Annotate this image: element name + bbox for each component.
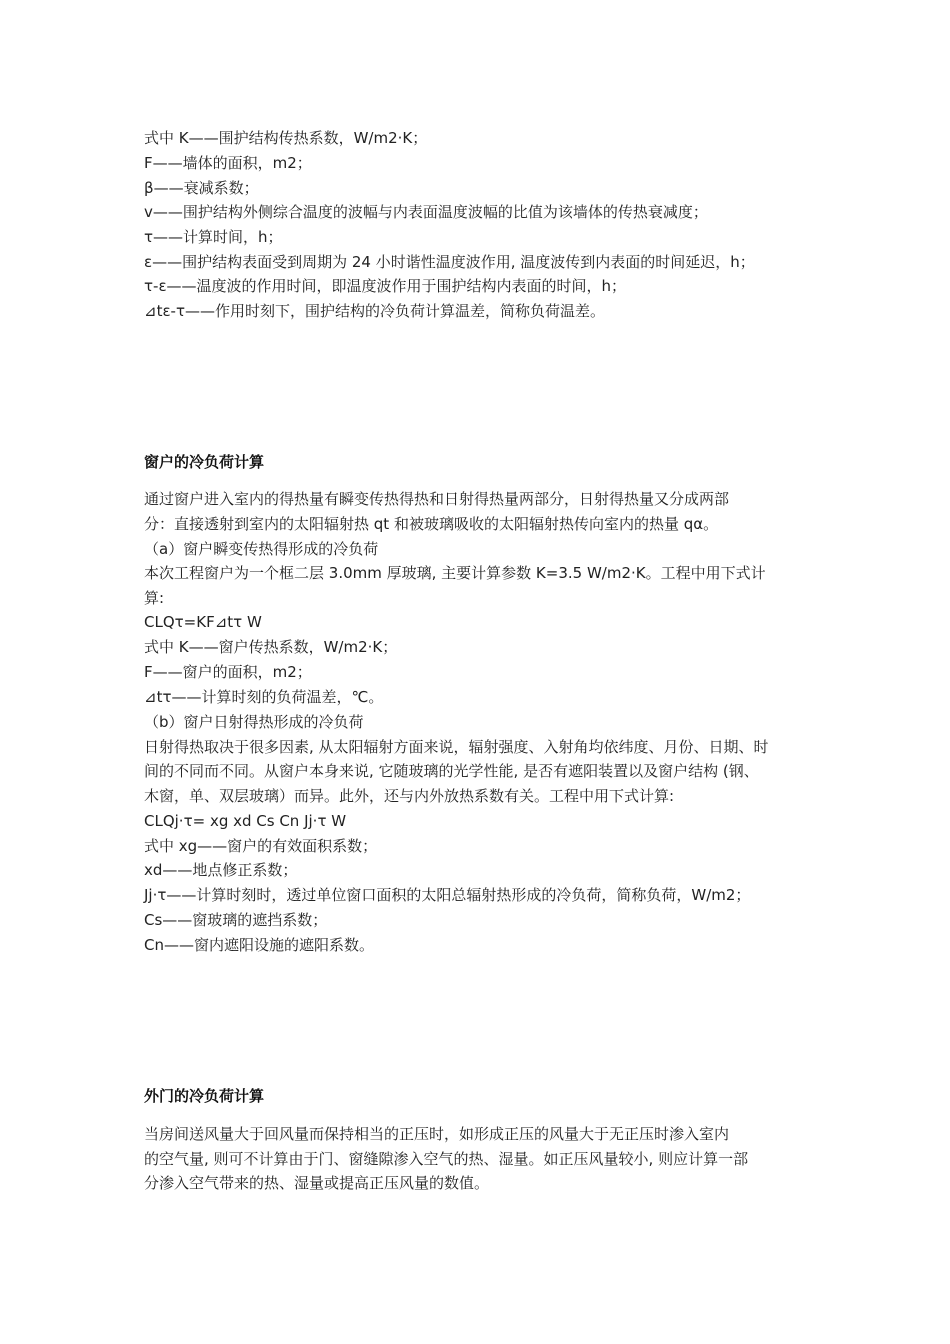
- text-line: 木窗，单、双层玻璃）而异。此外，还与内外放热系数有关。工程中用下式计算:: [144, 787, 675, 805]
- text-line: 分渗入空气带来的热、湿量或提高正压风量的数值。: [144, 1174, 490, 1192]
- text-line: （a）窗户瞬变传热得形成的冷负荷: [144, 540, 379, 558]
- text-line: 算:: [144, 589, 165, 607]
- text-line: τ——计算时间，h；: [144, 228, 283, 246]
- text-line: 式中 xg——窗户的有效面积系数；: [144, 837, 378, 855]
- section-heading-door: 外门的冷负荷计算: [144, 1087, 265, 1105]
- formula-line: CLQτ=KF⊿tτ W: [144, 613, 262, 631]
- text-line: ⊿tε-τ——作用时刻下，围护结构的冷负荷计算温差，简称负荷温差。: [144, 302, 606, 320]
- text-line: F——窗户的面积，m2；: [144, 663, 312, 681]
- text-line: 的空气量, 则可不计算由于门、窗缝隙渗入空气的热、湿量。如正压风量较小, 则应计算一部: [144, 1150, 749, 1168]
- text-line: ⊿tτ——计算时刻的负荷温差，℃。: [144, 688, 384, 706]
- text-line: 间的不同而不同。从窗户本身来说, 它随玻璃的光学性能, 是否有遮阳装置以及窗户结构 (钢、: [144, 762, 759, 780]
- formula-line: CLQj·τ= xg xd Cs Cn Jj·τ W: [144, 812, 347, 830]
- text-line: xd——地点修正系数；: [144, 861, 298, 879]
- text-line: 式中 K——围护结构传热系数，W/m2·K；: [144, 129, 428, 147]
- text-line: （b）窗户日射得热形成的冷负荷: [144, 713, 364, 731]
- section-heading-window: 窗户的冷负荷计算: [144, 453, 265, 471]
- text-line: v——围护结构外侧综合温度的波幅与内表面温度波幅的比值为该墙体的传热衰减度；: [144, 203, 708, 221]
- text-line: F——墙体的面积，m2；: [144, 154, 312, 172]
- text-line: τ-ε——温度波的作用时间，即温度波作用于围护结构内表面的时间，h；: [144, 277, 627, 295]
- text-line: 当房间送风量大于回风量而保持相当的正压时，如形成正压的风量大于无正压时渗入室内: [144, 1125, 730, 1143]
- text-line: 通过窗户进入室内的得热量有瞬变传热得热和日射得热量两部分，日射得热量又分成两部: [144, 490, 730, 508]
- text-line: Cn——窗内遮阳设施的遮阳系数。: [144, 936, 374, 954]
- text-line: β——衰减系数；: [144, 179, 259, 197]
- text-line: 式中 K——窗户传热系数，W/m2·K；: [144, 638, 398, 656]
- document-page: [144, 0, 824, 1344]
- text-line: Cs——窗玻璃的遮挡系数；: [144, 911, 328, 929]
- text-line: Jj·τ——计算时刻时，透过单位窗口面积的太阳总辐射热形成的冷负荷，简称负荷，W/m2；: [144, 886, 751, 904]
- text-line: 日射得热取决于很多因素, 从太阳辐射方面来说，辐射强度、入射角均依纬度、月份、日期、时: [144, 738, 769, 756]
- text-line: ε——围护结构表面受到周期为 24 小时谐性温度波作用, 温度波传到内表面的时间延迟，h；: [144, 253, 755, 271]
- text-line: 分：直接透射到室内的太阳辐射热 qt 和被玻璃吸收的太阳辐射热传向室内的热量 qα。: [144, 515, 719, 533]
- text-line: 本次工程窗户为一个框二层 3.0mm 厚玻璃, 主要计算参数 K=3.5 W/m2·K。工程中用下式计: [144, 564, 766, 582]
